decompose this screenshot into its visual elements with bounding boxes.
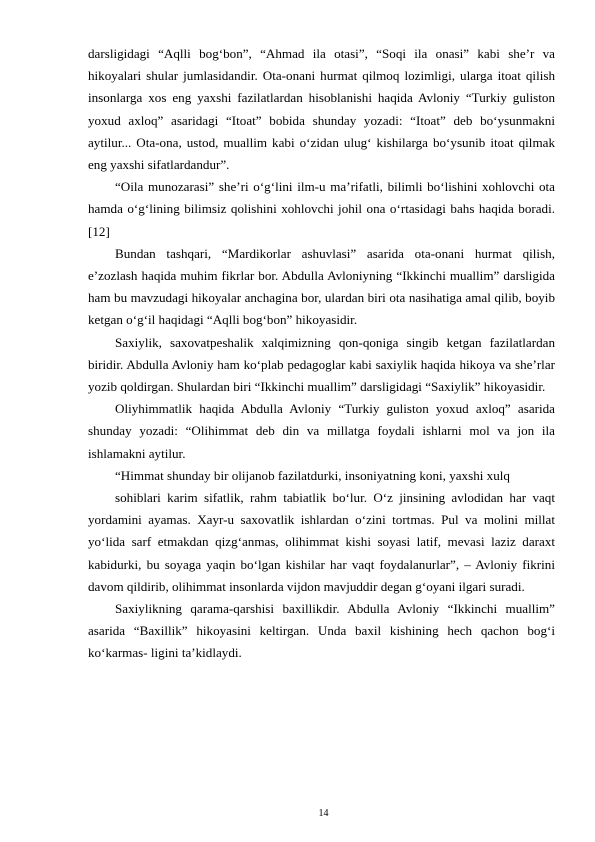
page-number: 14 [318,808,329,819]
body-text [88,43,555,665]
paragraph-himmat-quote: “Himmat shunday bir olijanob fazilatdurki, insoniyatning koni, yaxshi xulq [115,467,510,483]
paragraph-baxillik: Saxiylikning qarama-qarshisi baxillikdir. Abdulla Avloniy “Ikkinchi muallim” asarida “Baxillik” hikoyasini keltirgan. Unda baxil kishining hech qachon bog‘i ko‘karmas- ligini ta’kidlaydi. [88,601,555,661]
paragraph-oila-munozarasi: “Oila munozarasi” she’ri o‘g‘lini ilm-u ma’rifatli, bilimli bo‘lishini xohlovchi ota hamda o‘g‘lining bilimsiz qolishini xohlovchi johil ona o‘rtasidagi bahs haqida boradi. [12] [88,179,555,239]
paragraph-continuation: darsligidagi “Aqlli bog‘bon”, “Ahmad ila otasi”, “Soqi ila onasi” kabi she’r va hikoyalari shular jumlasidandir. Ota-onani hurmat qilmoq lozimligi, ularga itoat qilish insonlarga xos eng yaxshi fazilatlardan hisoblanishi haqida Avloniy “Turkiy guliston yoxud axloq” asaridagi “Itoat” bobida shunday yozadi: “Itoat” deb bo‘ysunmakni aytilur... Ota-ona, ustod, muallim kabi o‘zidan ulug‘ kishilarga bo‘ysunib itoat qilmak eng yaxshi sifatlardandur”. [88,46,555,173]
paragraph-saxiylik: Saxiylik, saxovatpeshalik xalqimizning qon-qoniga singib ketgan fazilatlardan biridir. Abdulla Avloniy ham ko‘plab pedagoglar kabi saxiylik haqida hikoya va she’rlar yozib qoldirgan. Shulardan biri “Ikkinchi muallim” darsligidagi “Saxiylik” hikoyasidir. [88,334,555,395]
paragraph-mardikorlar: Bundan tashqari, “Mardikorlar ashuvlasi” asarida ota-onani hurmat qilish, e’zozlash haqida muhim fikrlar bor. Abdulla Avloniyning “Ikkinchi muallim” darsligida ham bu mavzudagi hikoyalar anchagina bor, ulardan biri ota nasihatiga amal qilib, boyib ketgan o‘g‘il haqidagi “Aqlli bog‘bon” hikoyasidir. [88,245,555,328]
paragraph-oliyhimmatlik: Oliyhimmatlik haqida Abdulla Avloniy “Turkiy guliston yoxud axloq” asarida shunday yozadi: “Olihimmat deb din va millatga foydali ishlarni mol va jon ila ishlamakni aytilur. [88,401,555,461]
paragraph-himmat-continued: sohiblari karim sifatlik, rahm tabiatlik bo‘lur. O‘z jinsining avlodidan har vaqt yordamini ayamas. Xayr-u saxovatlik ishlardan o‘zini tortmas. Pul va molini millat yo‘lida sarf etmakdan qizg‘anmas, olihimmat kishi soyasi latif, mevasi laziz daraxt kabidurki, bu soyaga yaqin bo‘lgan kishilar har vaqt foydalanurlar”, – Avloniy fikrini davom qildirib, olihimmat insonlarda vijdon mavjuddir degan g‘oyani ilgari suradi. [88,490,555,594]
